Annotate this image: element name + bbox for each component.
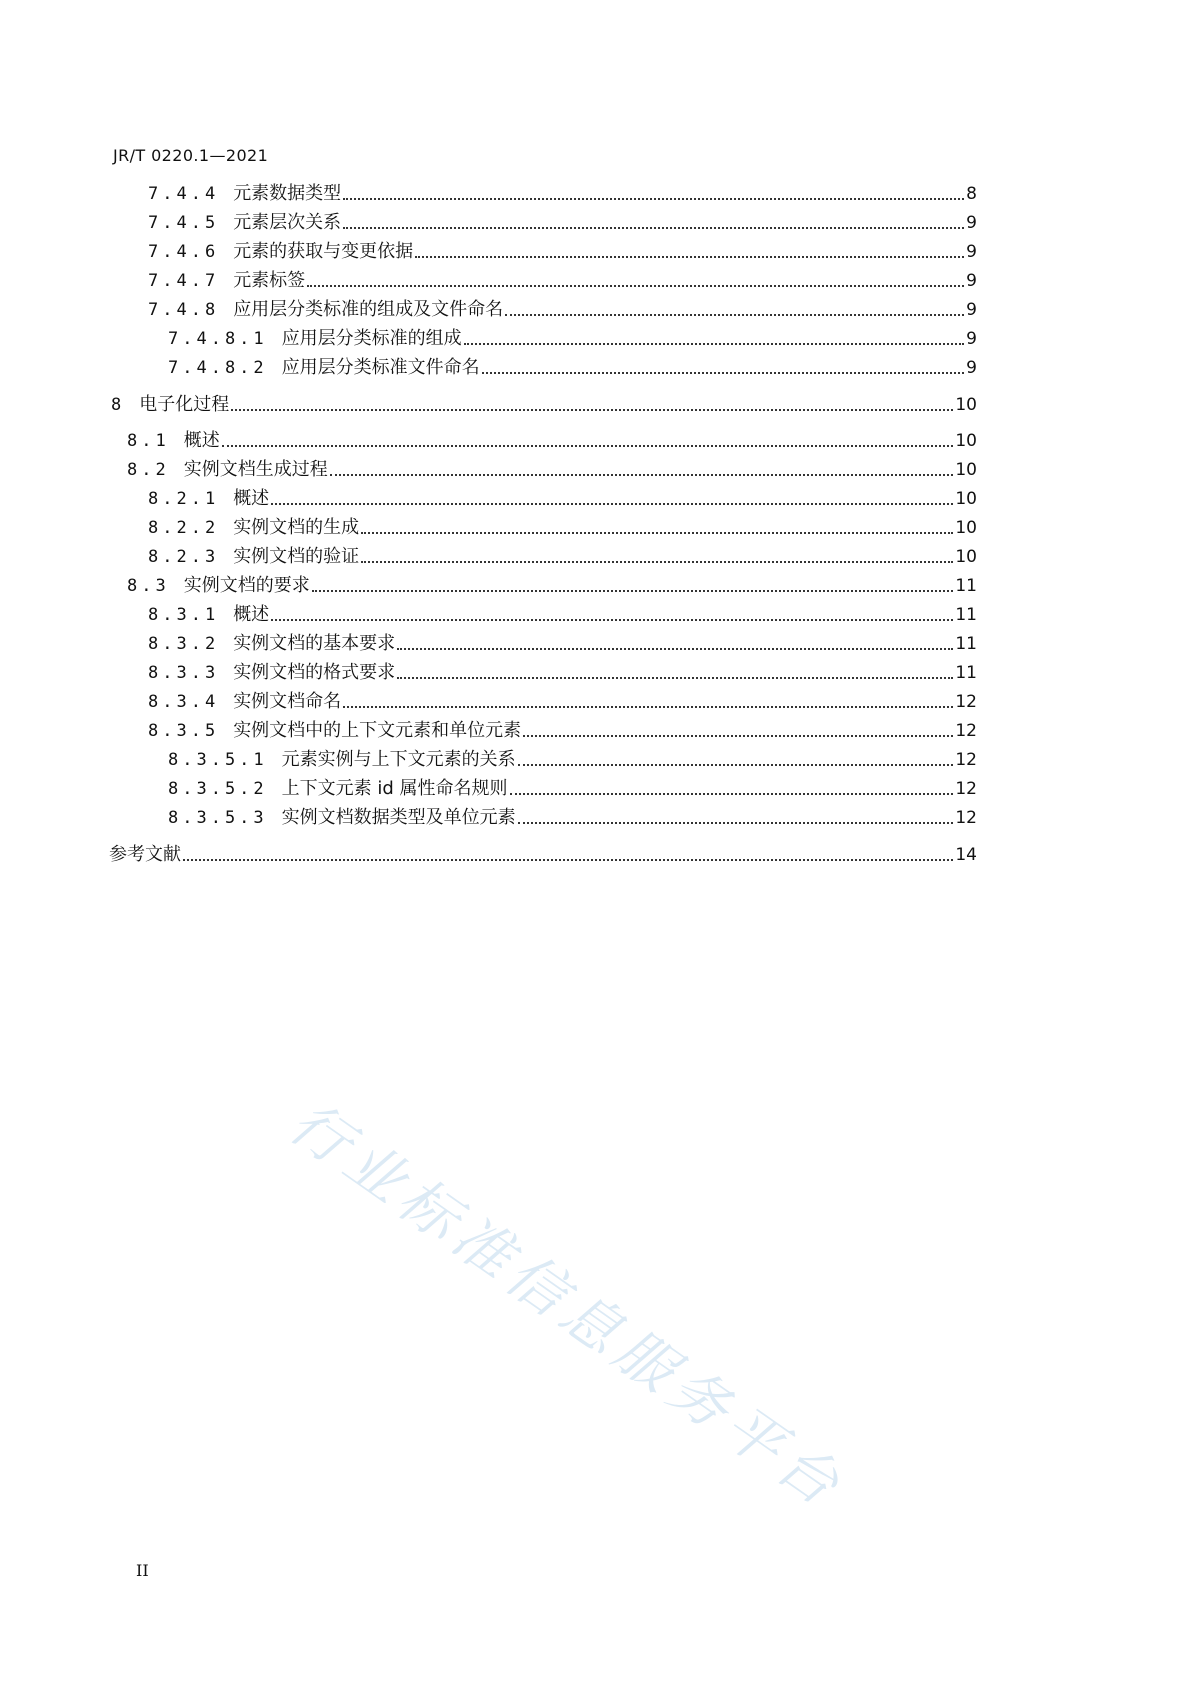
toc-entry-number: 8.1 [127, 431, 170, 451]
toc-entry-page: 9 [966, 242, 977, 262]
toc-leader-dots [312, 590, 954, 592]
toc-entry[interactable] [148, 662, 977, 684]
toc-leader-dots [343, 706, 953, 708]
toc-leader-dots [343, 198, 964, 200]
toc-entry-number: 7.4.8.2 [168, 358, 268, 378]
toc-entry-title: 元素数据类型 [233, 183, 342, 204]
toc-entry-number: 8 [111, 395, 126, 415]
toc-entry[interactable] [148, 488, 977, 510]
toc-entry[interactable] [127, 430, 977, 452]
toc-entry-number: 7.4.6 [148, 242, 220, 262]
toc-entry-references[interactable] [109, 844, 977, 866]
toc-entry-title: 实例文档中的上下文元素和单位元素 [233, 720, 522, 741]
toc-entry-number: 8.3.5.2 [168, 779, 268, 799]
toc-leader-dots [505, 314, 964, 316]
toc-entry-title: 电子化过程 [139, 394, 230, 415]
toc-entry[interactable] [168, 357, 977, 379]
toc-entry-page: 12 [955, 750, 977, 770]
toc-leader-dots [343, 227, 964, 229]
toc-entry-title: 实例文档的验证 [233, 546, 360, 567]
toc-entry[interactable] [148, 691, 977, 713]
toc-entry-page: 8 [966, 184, 977, 204]
toc-entry-number: 7.4.5 [148, 213, 220, 233]
toc-leader-dots [523, 735, 953, 737]
toc-entry[interactable] [148, 604, 977, 626]
toc-entry-page: 10 [955, 395, 977, 415]
toc-entry-page: 12 [955, 808, 977, 828]
toc-entry-number: 8.3.3 [148, 663, 220, 683]
toc-entry-number: 7.4.8.1 [168, 329, 268, 349]
toc-entry-page: 11 [955, 663, 977, 683]
toc-entry-page: 12 [955, 692, 977, 712]
toc-entry-page: 11 [955, 634, 977, 654]
toc-entry[interactable] [148, 183, 977, 205]
toc-entry-page: 9 [966, 300, 977, 320]
toc-entry-number: 7.4.4 [148, 184, 220, 204]
toc-entry-title: 实例文档的要求 [183, 575, 310, 596]
toc-entry-page: 9 [966, 213, 977, 233]
toc-entry-title: 参考文献 [109, 844, 181, 865]
toc-entry-title: 实例文档生成过程 [183, 459, 328, 480]
toc-entry-number: 7.4.8 [148, 300, 220, 320]
toc-entry-title: 元素的获取与变更依据 [233, 241, 414, 262]
toc-entry-title: 元素层次关系 [233, 212, 342, 233]
toc-entry-number: 8.2.2 [148, 518, 220, 538]
toc-entry-title: 概述 [233, 488, 270, 509]
toc-entry[interactable] [148, 212, 977, 234]
toc-leader-dots [361, 561, 953, 563]
toc-entry[interactable] [168, 328, 977, 350]
toc-entry[interactable] [148, 299, 977, 321]
toc-entry-number: 8.2.3 [148, 547, 220, 567]
toc-entry-number: 8.2 [127, 460, 170, 480]
toc-entry-title: 应用层分类标准的组成及文件命名 [233, 299, 504, 320]
toc-leader-dots [397, 677, 953, 679]
toc-entry-title: 元素实例与上下文元素的关系 [281, 749, 516, 770]
toc-leader-dots [307, 285, 964, 287]
toc-entry-title: 实例文档的基本要求 [233, 633, 396, 654]
toc-entry-page: 10 [955, 518, 977, 538]
page-number: II [136, 1561, 149, 1580]
toc-entry[interactable] [148, 633, 977, 655]
toc-entry-page: 10 [955, 460, 977, 480]
toc-leader-dots [518, 764, 954, 766]
toc-entry[interactable] [148, 241, 977, 263]
toc-leader-dots [231, 409, 953, 411]
toc-leader-dots [183, 859, 953, 861]
toc-leader-dots [415, 256, 964, 258]
toc-leader-dots [510, 793, 954, 795]
toc-entry-number: 8.3.5.3 [168, 808, 268, 828]
toc-entry-title: 概述 [183, 430, 220, 451]
toc-leader-dots [271, 503, 953, 505]
watermark-text: 行业标准信息服务平台 [277, 1088, 858, 1523]
toc-entry-number: 8.3.5 [148, 721, 220, 741]
toc-entry-page: 11 [955, 605, 977, 625]
toc-entry-number: 8.3.2 [148, 634, 220, 654]
toc-entry-page: 9 [966, 358, 977, 378]
toc-entry[interactable] [148, 546, 977, 568]
toc-entry-number: 8.3.4 [148, 692, 220, 712]
toc-entry[interactable] [168, 778, 977, 800]
toc-entry-title: 元素标签 [233, 270, 306, 291]
toc-entry[interactable] [111, 394, 977, 416]
toc-entry-page: 14 [955, 845, 977, 865]
toc-leader-dots [222, 445, 954, 447]
toc-entry[interactable] [168, 807, 977, 829]
toc-entry-title: 应用层分类标准文件命名 [281, 357, 480, 378]
toc-entry[interactable] [148, 270, 977, 292]
toc-entry-number: 8.3.5.1 [168, 750, 268, 770]
toc-entry-page: 10 [955, 431, 977, 451]
toc-entry-page: 9 [966, 271, 977, 291]
toc-leader-dots [361, 532, 953, 534]
document-code-header: JR/T 0220.1—2021 [113, 146, 269, 165]
toc-entry-title: 概述 [233, 604, 270, 625]
toc-entry-number: 8.2.1 [148, 489, 220, 509]
toc-entry-title: 实例文档的格式要求 [233, 662, 396, 683]
toc-leader-dots [271, 619, 953, 621]
toc-entry-page: 12 [955, 779, 977, 799]
toc-entry[interactable] [148, 720, 977, 742]
toc-entry-page: 10 [955, 489, 977, 509]
toc-entry-page: 12 [955, 721, 977, 741]
toc-entry-title: 实例文档数据类型及单位元素 [281, 807, 516, 828]
toc-leader-dots [397, 648, 953, 650]
toc-entry-number: 7.4.7 [148, 271, 220, 291]
toc-entry-title: 应用层分类标准的组成 [281, 328, 462, 349]
toc-leader-dots [518, 822, 954, 824]
toc-leader-dots [464, 343, 965, 345]
toc-entry[interactable] [127, 459, 977, 481]
toc-entry[interactable] [127, 575, 977, 597]
toc-leader-dots [482, 372, 965, 374]
toc-entry-title: 上下文元素 id 属性命名规则 [281, 778, 508, 799]
toc-entry-page: 11 [955, 576, 977, 596]
toc-entry[interactable] [168, 749, 977, 771]
toc-entry-page: 10 [955, 547, 977, 567]
toc-entry-number: 8.3.1 [148, 605, 220, 625]
toc-entry[interactable] [148, 517, 977, 539]
toc-entry-title: 实例文档的生成 [233, 517, 360, 538]
toc-leader-dots [330, 474, 954, 476]
toc-entry-page: 9 [966, 329, 977, 349]
toc-entry-number: 8.3 [127, 576, 170, 596]
toc-entry-title: 实例文档命名 [233, 691, 342, 712]
